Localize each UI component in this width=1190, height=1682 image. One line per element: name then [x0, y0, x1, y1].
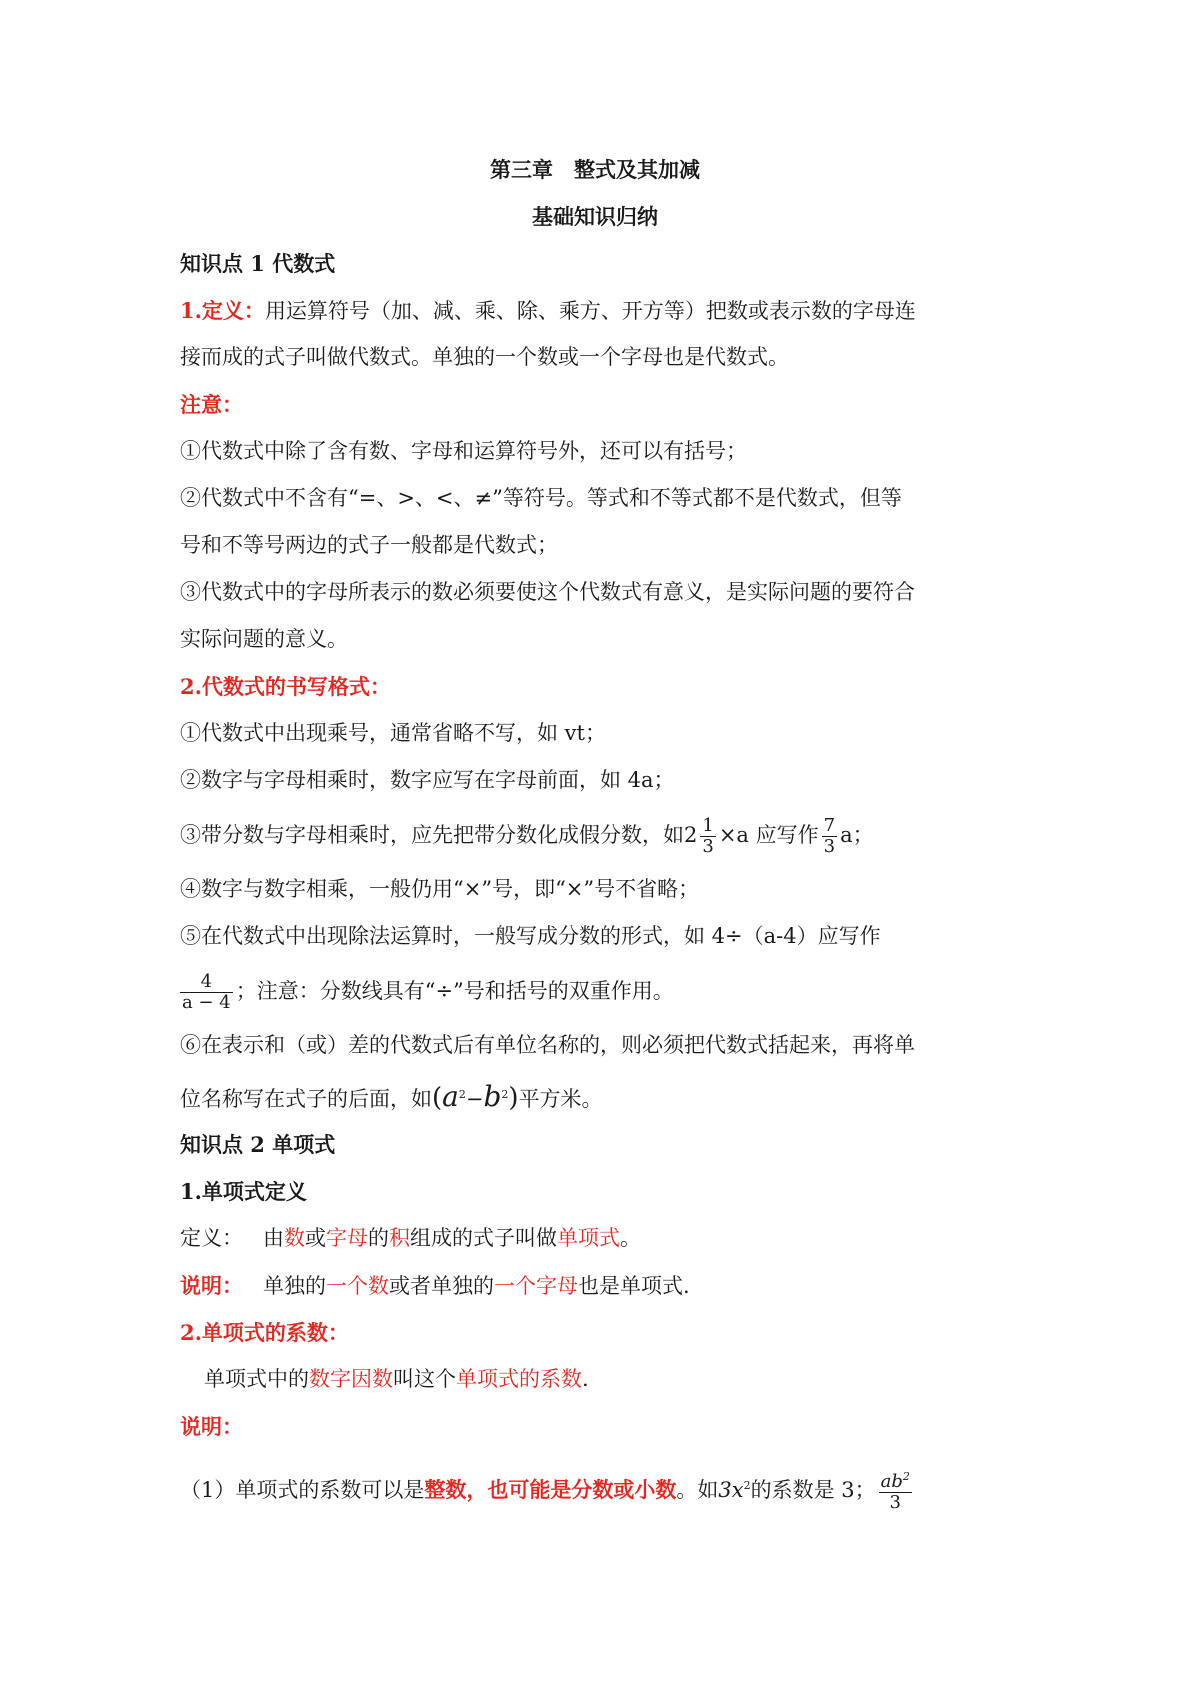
note-2b: 号和不等号两边的式子一般都是代数式； [180, 533, 558, 557]
coefficient-definition [180, 1356, 1010, 1403]
format-6-text: 位名称写在式子的后面，如 [180, 1087, 432, 1111]
format-6a: ⑥在表示和（或）差的代数式后有单位名称的，则必须把代数式括起来，再将单 [180, 1033, 915, 1057]
var-b: b [483, 1080, 502, 1113]
kp1-heading: 知识点 1 代数式 [180, 251, 336, 276]
text: 组成的式子叫做 [410, 1226, 558, 1250]
fraction-denominator: a − 4 [182, 992, 231, 1013]
format-3-text: ③带分数与字母相乘时，应先把带分数化成假分数，如 [180, 823, 684, 847]
kp2-heading: 知识点 2 单项式 [180, 1132, 336, 1157]
format-5b [180, 960, 1010, 1022]
coefficient-note-1 [180, 1450, 1010, 1522]
exponent: 2 [501, 1088, 509, 1101]
note-3b: 实际问题的意义。 [180, 627, 348, 651]
definition-line-1 [180, 287, 1010, 334]
fraction-denominator: 3 [823, 836, 836, 857]
highlight: 数字因数 [309, 1367, 393, 1391]
numerator-text: ab [880, 1470, 903, 1492]
chapter-title: 第三章 整式及其加减 [490, 157, 700, 182]
text: 或 [305, 1226, 327, 1250]
highlight: 字母 [326, 1226, 369, 1250]
def-label: 定义： [180, 1226, 243, 1250]
text: 叫这个 [393, 1367, 456, 1391]
text: 单独的 [263, 1274, 327, 1298]
fraction-numerator [879, 1471, 912, 1493]
highlight: 数 [284, 1226, 306, 1250]
fraction-numerator: 7 [823, 815, 836, 837]
text: 也是单项式. [578, 1274, 690, 1298]
fraction-numerator: 1 [702, 815, 714, 837]
highlight: 单项式的系数 [456, 1367, 582, 1391]
format-2: ②数字与字母相乘时，数字应写在字母前面，如 4a； [180, 768, 675, 792]
format-5-tail: ；注意：分数线具有“÷”号和括号的双重作用。 [235, 979, 674, 1003]
explanation-label: 说明： [180, 1273, 243, 1298]
minus-sign: − [465, 1087, 484, 1111]
unit-text: 平方米。 [518, 1087, 603, 1111]
text: 的 [368, 1226, 390, 1250]
format-3-end: a； [840, 823, 874, 847]
highlight: 整数，也可能是分数或小数 [424, 1477, 677, 1502]
var-a: a [442, 1080, 459, 1113]
text: 单项式中的 [204, 1367, 309, 1391]
format-label: 2.代数式的书写格式： [180, 674, 391, 699]
note-2a: ②代数式中不含有“=、>、<、≠”等符号。等式和不等式都不是代数式，但等 [180, 486, 902, 510]
exponent: 2 [743, 1479, 751, 1492]
text: 。如 [676, 1478, 719, 1502]
text: （1）单项式的系数可以是 [180, 1478, 425, 1502]
coefficient-fraction [879, 1471, 912, 1513]
left-paren: ( [432, 1083, 443, 1113]
definition-label: 1.定义： [180, 298, 265, 323]
math-expression: 3x [718, 1478, 744, 1502]
document-page [180, 146, 1010, 1522]
text: . [582, 1367, 589, 1391]
highlight: 积 [389, 1226, 411, 1250]
exponent: 2 [458, 1088, 466, 1101]
section-subtitle: 基础知识归纳 [532, 204, 658, 229]
mixed-fraction [700, 816, 715, 857]
text: 由 [263, 1226, 285, 1250]
format-4: ④数字与数字相乘，一般仍用“×”号，即“×”号不省略； [180, 877, 700, 901]
definition-text: 用运算符号（加、减、乘、除、乘方、开方等）把数或表示数的字母连 [264, 299, 916, 323]
monomial-explanation [180, 1262, 1010, 1309]
fraction-denominator: 3 [702, 836, 714, 857]
format-1: ①代数式中出现乘号，通常省略不写，如 vt； [180, 721, 606, 745]
explanation-label-2: 说明： [180, 1414, 243, 1439]
exponent: 2 [902, 1469, 910, 1483]
highlight: 一个数 [326, 1274, 390, 1298]
improper-fraction [822, 816, 837, 857]
times-a: ×a [718, 823, 749, 847]
note-1: ①代数式中除了含有数、字母和运算符号外，还可以有括号； [180, 439, 747, 463]
right-paren: ) [508, 1083, 519, 1113]
fraction-denominator: 3 [889, 1491, 901, 1513]
text: 的系数是 3； [750, 1478, 876, 1502]
note-label: 注意： [180, 392, 243, 417]
note-3a: ③代数式中的字母所表示的数必须要使这个代数式有意义，是实际问题的要符合 [180, 580, 915, 604]
monomial-definition [180, 1215, 1010, 1262]
definition-line-2: 接而成的式子叫做代数式。单独的一个数或一个字母也是代数式。 [180, 345, 789, 369]
text: 。 [620, 1226, 642, 1250]
division-fraction [180, 972, 233, 1013]
text: 或者单独的 [389, 1274, 495, 1298]
kp2-sub1: 1.单项式定义 [180, 1179, 307, 1204]
highlight: 单项式 [557, 1226, 621, 1250]
highlight: 一个字母 [494, 1274, 579, 1298]
fraction-numerator: 4 [180, 972, 233, 993]
format-5a: ⑤在代数式中出现除法运算时，一般写成分数的形式，如 4÷（a-4）应写作 [180, 924, 881, 948]
mixed-number-whole: 2 [684, 823, 698, 847]
coefficient-label: 2.单项式的系数： [180, 1320, 349, 1345]
format-6b [180, 1069, 1010, 1121]
format-3-mid: 应写作 [755, 823, 819, 847]
format-3 [180, 804, 1010, 866]
